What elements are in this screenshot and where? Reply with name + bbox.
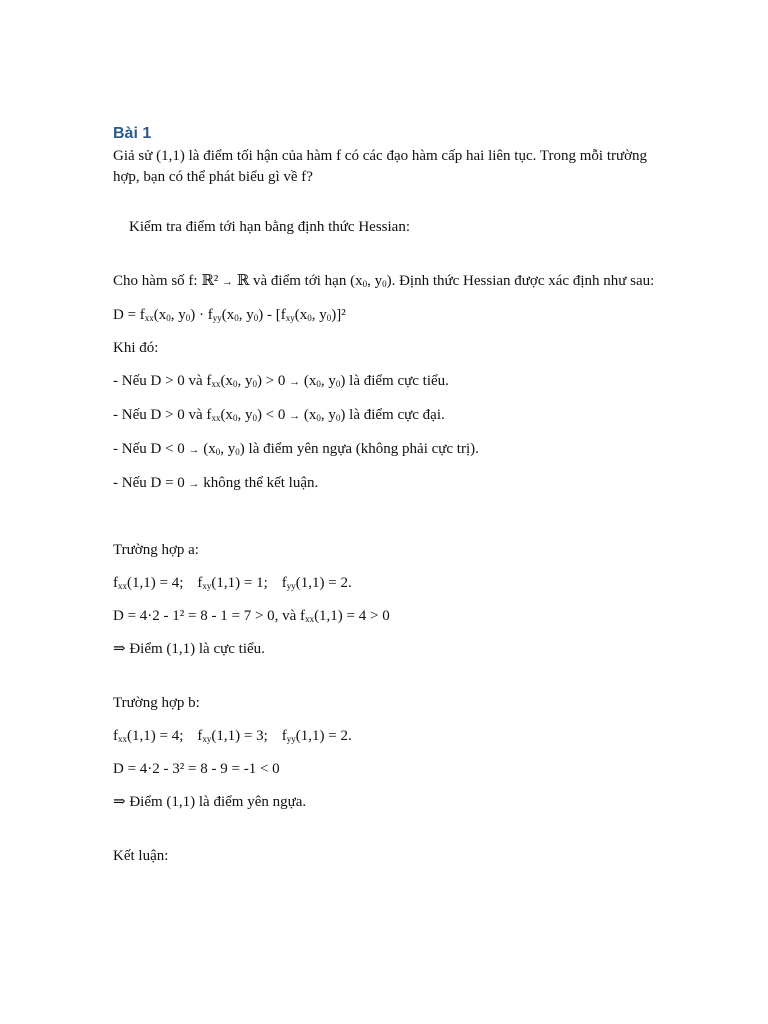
case-a-values: $f_{xx}(1,1) = 4$; $f_{xy}(1,1) = 1$; $f_{yy}(1,1) = 2$.: [113, 575, 352, 591]
question-text: Giả sử (1,1) là điểm tối hận của hàm f có các đạo hàm cấp hai liên tục. Trong mỗi trường hợp, bạn có thể phát biểu gì về f?: [113, 148, 648, 185]
document-page: [113, 124, 658, 879]
rule-maximum: - Nếu D > 0 và $f_{xx}(x_0$, $y_0) < 0 \to (x_0$, $y_0$) là điểm cực đại.: [113, 407, 445, 423]
rule-saddle: - Nếu $D < 0 \to (x_0$, $y_0$) là điểm yên ngựa (không phải cực trị).: [113, 441, 479, 457]
method-heading: Kiểm tra điểm tới hạn bằng định thức Hessian:: [129, 219, 411, 235]
case-b-result: ⇒ Điểm (1,1) là điểm yên ngựa.: [113, 794, 307, 810]
hessian-formula: $D = f_{xx}(x_0$, $y_0) \cdot f_{yy}(x_0$, $y_0) - [f_{xy}(x_0$, $y_0)]^2$: [113, 307, 346, 323]
rule-inconclusive: - Nếu D = 0 → không thể kết luận.: [113, 475, 319, 491]
case-a-label: Trường hợp a:: [113, 542, 199, 558]
rule-minimum: - Nếu D > 0 và $f_{xx}(x_0$, $y_0) > 0 \to (x_0$, $y_0$) là điểm cực tiểu.: [113, 373, 449, 389]
case-b-values: $f_{xx}(1,1) = 4$; $f_{xy}(1,1) = 3$; $f_{yy}(1,1) = 2$.: [113, 728, 352, 744]
case-a-result: ⇒ Điểm (1,1) là cực tiểu.: [113, 641, 265, 657]
exercise-title: Bài 1: [113, 125, 152, 142]
conclusion-label: Kết luận:: [113, 848, 169, 864]
case-b-calculation: D = 4·2 - 3² = 8 - 9 = -1 < 0: [113, 761, 280, 777]
case-a-calculation: D = 4·2 - 1² = 8 - 1 = 7 > 0, và $f_{xx}(1,1) = 4 > 0$: [113, 608, 390, 624]
setup-text: Cho hàm số f: ℝ² → ℝ và điểm tới hạn ($x_0$, $y_0$). Định thức Hessian được xác định như sau:: [113, 273, 655, 289]
then-label: Khi đó:: [113, 340, 159, 356]
case-b-label: Trường hợp b:: [113, 695, 200, 711]
